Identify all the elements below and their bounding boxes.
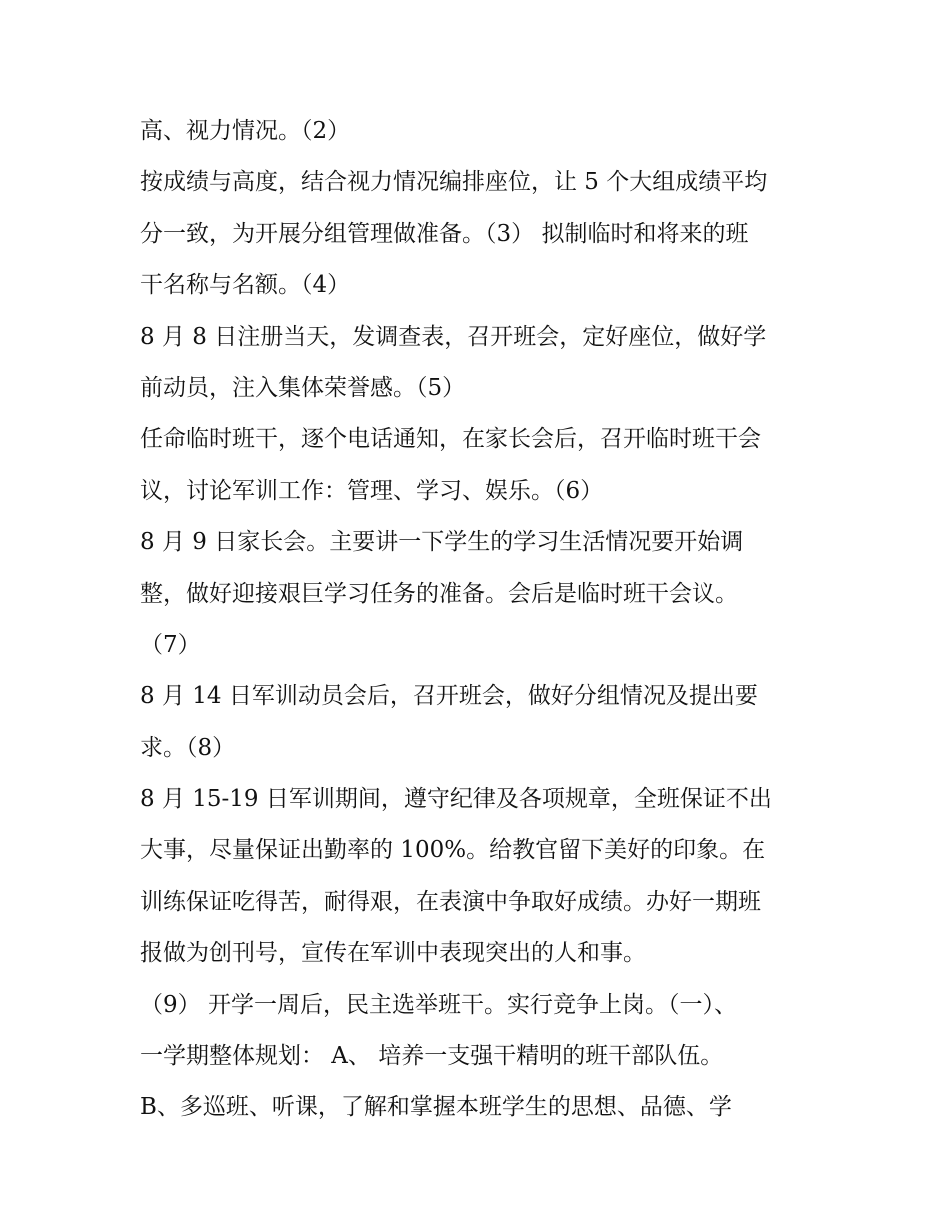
text-line: 8 月 14 日军训动员会后，召开班会，做好分组情况及提出要: [140, 683, 758, 710]
text-line: 高、视力情况。（2）: [140, 118, 351, 144]
document-body: [140, 106, 830, 1134]
text-line: 8 月 15-19 日军训期间，遵守纪律及各项规章，全班保证不出: [140, 786, 772, 813]
text-line: 任命临时班干，逐个电话通知，在家长会后，召开临时班干会: [140, 426, 761, 453]
text-line: 大事，尽量保证出勤率的 100%。给教官留下美好的印象。在: [140, 837, 766, 864]
text-line: （7）: [140, 631, 201, 658]
text-line: 8 月 8 日注册当天，发调查表，召开班会，定好座位，做好学: [140, 323, 767, 350]
text-line: 一学期整体规划： A、 培养一支强干精明的班干部队伍。: [140, 1043, 724, 1070]
text-line: 按成绩与高度，结合视力情况编排座位，让 5 个大组成绩平均: [140, 169, 768, 196]
text-line: 求。（8）: [140, 734, 236, 761]
text-line: 干名称与名额。（4）: [140, 272, 351, 299]
text-line: 前动员，注入集体荣誉感。（5）: [140, 374, 466, 401]
text-line: （9） 开学一周后，民主选举班干。实行竞争上岗。（一）、: [140, 991, 737, 1018]
text-line: 议，讨论军训工作：管理、学习、娱乐。（6）: [140, 477, 604, 504]
text-line: B、多巡班、听课，了解和掌握本班学生的思想、品德、学: [140, 1094, 732, 1121]
text-line: 训练保证吃得苦，耐得艰，在表演中争取好成绩。办好一期班: [140, 888, 761, 915]
text-line: 8 月 9 日家长会。主要讲一下学生的学习生活情况要开始调: [140, 529, 744, 556]
text-line: 分一致，为开展分组管理做准备。（3） 拟制临时和将来的班: [140, 220, 749, 247]
text-line: 整，做好迎接艰巨学习任务的准备。会后是临时班干会议。: [140, 580, 738, 607]
text-line: 报做为创刊号，宣传在军训中表现突出的人和事。: [140, 940, 646, 967]
